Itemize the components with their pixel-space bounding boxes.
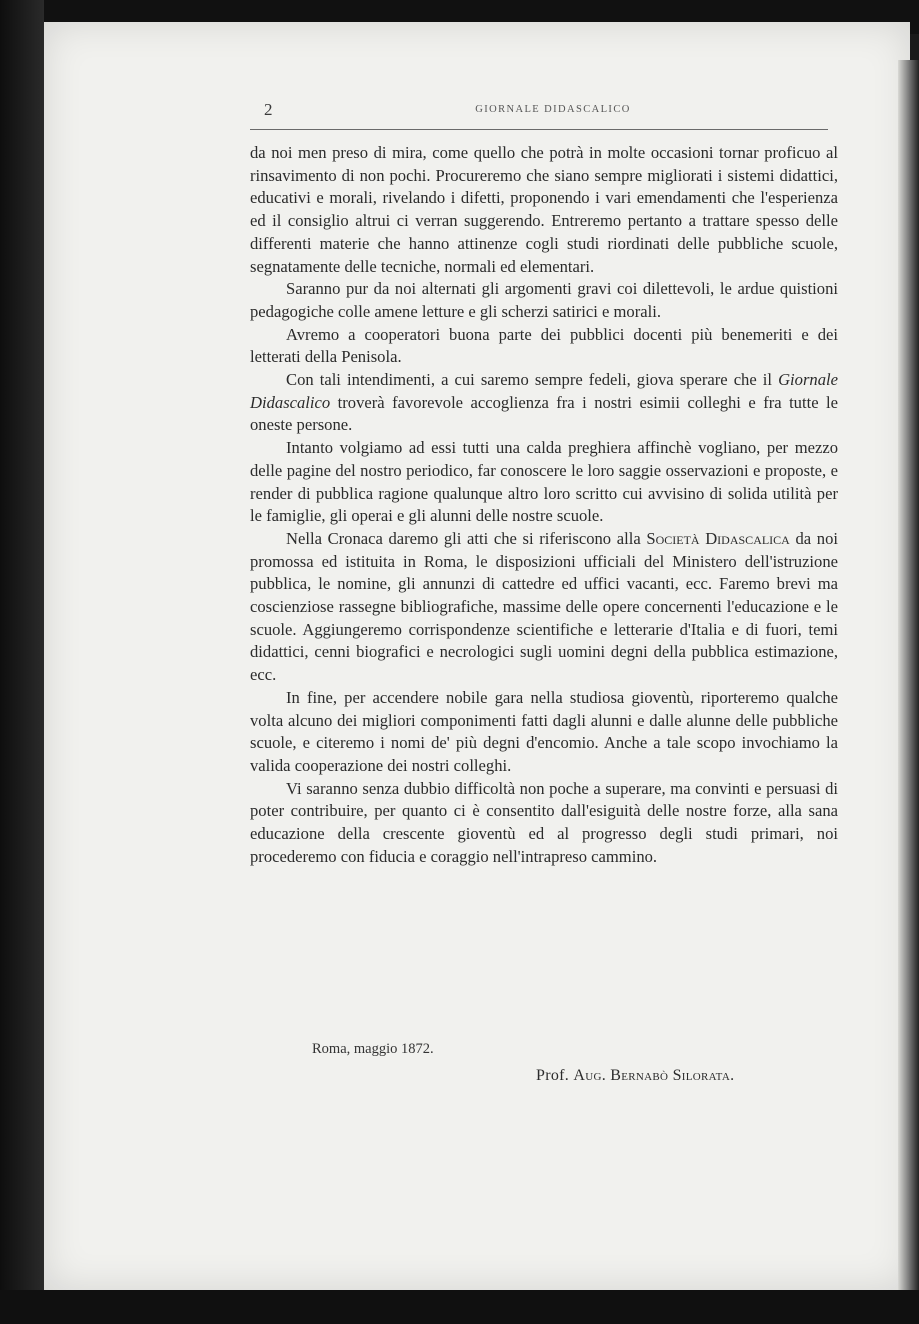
paragraph-1: da noi men preso di mira, come quello che potrà in molte occasioni tornar proficuo al rinsavimento di non pochi. Procureremo che siano sempre migliorati i sistemi didattici, educativi e morali, rivelando i difetti, proponendo i vari emendamenti che l'esperienza ed il consiglio altrui ci verran suggerendo. Entreremo pertanto a trattare spesso delle differenti materie che hanno attinenze cogli studi riordinati delle pubbliche scuole, segnatamente delle tecniche, normali ed elementari. [250, 143, 838, 276]
paragraph-6-text-a: Nella Cronaca daremo gli atti che si riferiscono alla [286, 528, 647, 548]
scan-border-bottom [0, 1290, 919, 1324]
society-name: Società Didascalica [646, 528, 790, 548]
signature-name: Aug. Bernabò Silorata. [573, 1067, 735, 1084]
paragraph-2: Saranno pur da noi alternati gli argomenti gravi coi dilettevoli, le ardue quistioni pedagogiche colle amene letture e gli scherzi satirici e morali. [250, 279, 838, 321]
header-rule [250, 129, 828, 130]
paragraph-4 [250, 369, 838, 437]
page-header [264, 100, 842, 124]
paragraph-6 [250, 528, 838, 687]
paragraph-5: Intanto volgiamo ad essi tutti una calda preghiera affinchè vogliano, per mezzo delle pagine del nostro periodico, far conoscere le loro saggie osservazioni e proposte, e render di pubblica ragione qualunque altro loro scritto cui avvisino di solida utilità per le famiglie, gli operai e gli alunni delle nostre scuole. [250, 438, 838, 526]
scan-border-left [0, 0, 44, 1324]
dateline: Roma, maggio 1872. [312, 1041, 434, 1057]
article-body [250, 142, 838, 869]
page-edge-shadow [898, 60, 919, 1290]
signature [536, 1067, 734, 1085]
paragraph-4-text-b: troverà favorevole accoglienza fra i nostri esimii colleghi e fra tutte le oneste persone. [250, 392, 838, 435]
page-number: 2 [264, 100, 273, 119]
paragraph-8: Vi saranno senza dubbio difficoltà non poche a superare, ma convinti e persuasi di poter contribuire, per quanto ci è consentito dall'esiguità delle nostre forze, alla sana educazione della crescente gioventù ed al progresso degli studi primari, noi procederemo con fiducia e coraggio nell'intrapreso cammino. [250, 778, 838, 866]
signature-prefix: Prof. [536, 1067, 574, 1084]
paragraph-7: In fine, per accendere nobile gara nella studiosa gioventù, riporteremo qualche volta alcuno dei migliori componimenti fatti dagli alunni e dalle alunne delle pubbliche scuole, e citeremo i nomi de' più degni d'encomio. Anche a tale scopo invochiamo la valida cooperazione dei nostri colleghi. [250, 687, 838, 775]
paragraph-6-text-b: da noi promossa ed istituita in Roma, le disposizioni ufficiali del Ministero dell'istruzione pubblica, le nomine, gli annunzi di cattedre ed uffici vacanti, ecc. Faremo brevi ma coscienziose rassegne bibliografiche, massime delle opere concernenti l'educazione e le scuole. Aggiungeremo corrispondenze scientifiche e letterarie d'Italia e di fuori, temi didattici, cenni biografici e necrologici sugli uomini degni della pubblica estimazione, ecc. [250, 528, 838, 685]
running-head: GIORNALE DIDASCALICO [475, 104, 631, 115]
paragraph-4-text-a: Con tali intendimenti, a cui saremo sempre fedeli, giova sperare che il [286, 370, 779, 390]
paragraph-3: Avremo a cooperatori buona parte dei pubblici docenti più benemeriti e dei letterati della Penisola. [250, 324, 838, 367]
journal-title: Giornale Didascalico [250, 370, 838, 412]
